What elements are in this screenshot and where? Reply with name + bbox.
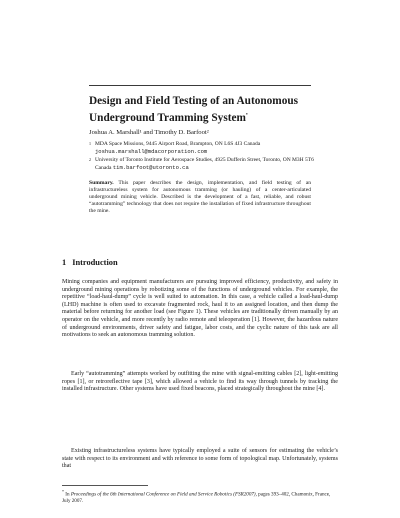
summary [89,180,311,215]
footnote-mark: * [62,489,64,494]
affiliation-2 [89,157,314,172]
summary-label: Summary. [89,180,114,186]
paragraph-1: Mining companies and equipment manufacturers are pursuing improved efficiency, productivity, and safety in underground mining operations by robotizing some of the functions of underground vehicles. For example, the repetitive “load-haul-dump” cycle is well suited to automation. In this case, a vehicle called a load-haul-dump (LHD) machine is often used to excavate fragmented rock, haul it to an assigned location, and then dump the material before returning for another load (see Figure 1). These vehicles are traditionally driven manually by an operator on the vehicle, and more recently by radio remote and teleoperation [1]. However, the hazardous nature of underground environments, driver safety and fatigue, labor costs, and the cyclic nature of this task are all motivations to seek an autonomous tramming solution. [62,279,338,339]
paragraph-3: Existing infrastructureless systems have typically employed a suite of sensors for estimating the vehicle’s state with respect to its environment and with reference to some form of topological map. Unfortunately, systems that [62,448,338,470]
affiliation-1 [89,141,314,156]
paper-title [89,95,319,125]
section-title: Introduction [72,258,118,267]
title-text: Design and Field Testing of an Autonomous Underground Tramming System [89,95,299,124]
paragraph-2: Early “autotramming” attempts worked by outfitting the mine with signal-emitting cables [2], light-emitting ropes [1], or retroreflective tape [3], which allowed a vehicle to find its way through tunnels by tracking the installed infrastructure. Other systems have used fixed beacons, placed strategically throughout the mine [4]. [62,371,338,393]
footnote [62,489,338,505]
footnote-venue: Proceedings of the 6th International Conference on Field and Service Robotics (FSR2007) [70,491,256,498]
top-rule [89,85,311,86]
affiliation-mark: 2 [89,157,91,162]
affiliation-text: University of Toronto Institute for Aerospace Studies, 4925 Dufferin Street, Toronto, ON M3H 5T6 Canada [95,157,314,171]
section-heading [62,258,118,267]
affiliation-email[interactable]: joshua.marshall@mdacorporation.com [95,148,208,155]
affiliation-mark: 1 [89,141,91,146]
title-footnote-mark: * [245,112,248,117]
footnote-rule [62,485,148,486]
authors: Joshua A. Marshall¹ and Timothy D. Barfoot² [89,129,209,136]
affiliation-text: MDA Space Missions, 9445 Airport Road, Brampton, ON L6S 4J3 Canada [95,141,261,147]
footnote-suffix: , pages 393–402, Chamonix, France, July 2007. [62,491,331,505]
section-number: 1 [62,258,67,267]
affiliation-email[interactable]: tim.barfoot@utoronto.ca [112,164,189,171]
summary-text: This paper describes the design, implementation, and field testing of an infrastructureless system for autonomous tramming (or hauling) of a center-articulated underground mining vehicle. Described is the development of a fast, reliable, and robust “autotramming” technology that does not require the installation of fixed infrastructure throughout the mine. [89,180,311,215]
footnote-prefix: In [65,491,71,498]
